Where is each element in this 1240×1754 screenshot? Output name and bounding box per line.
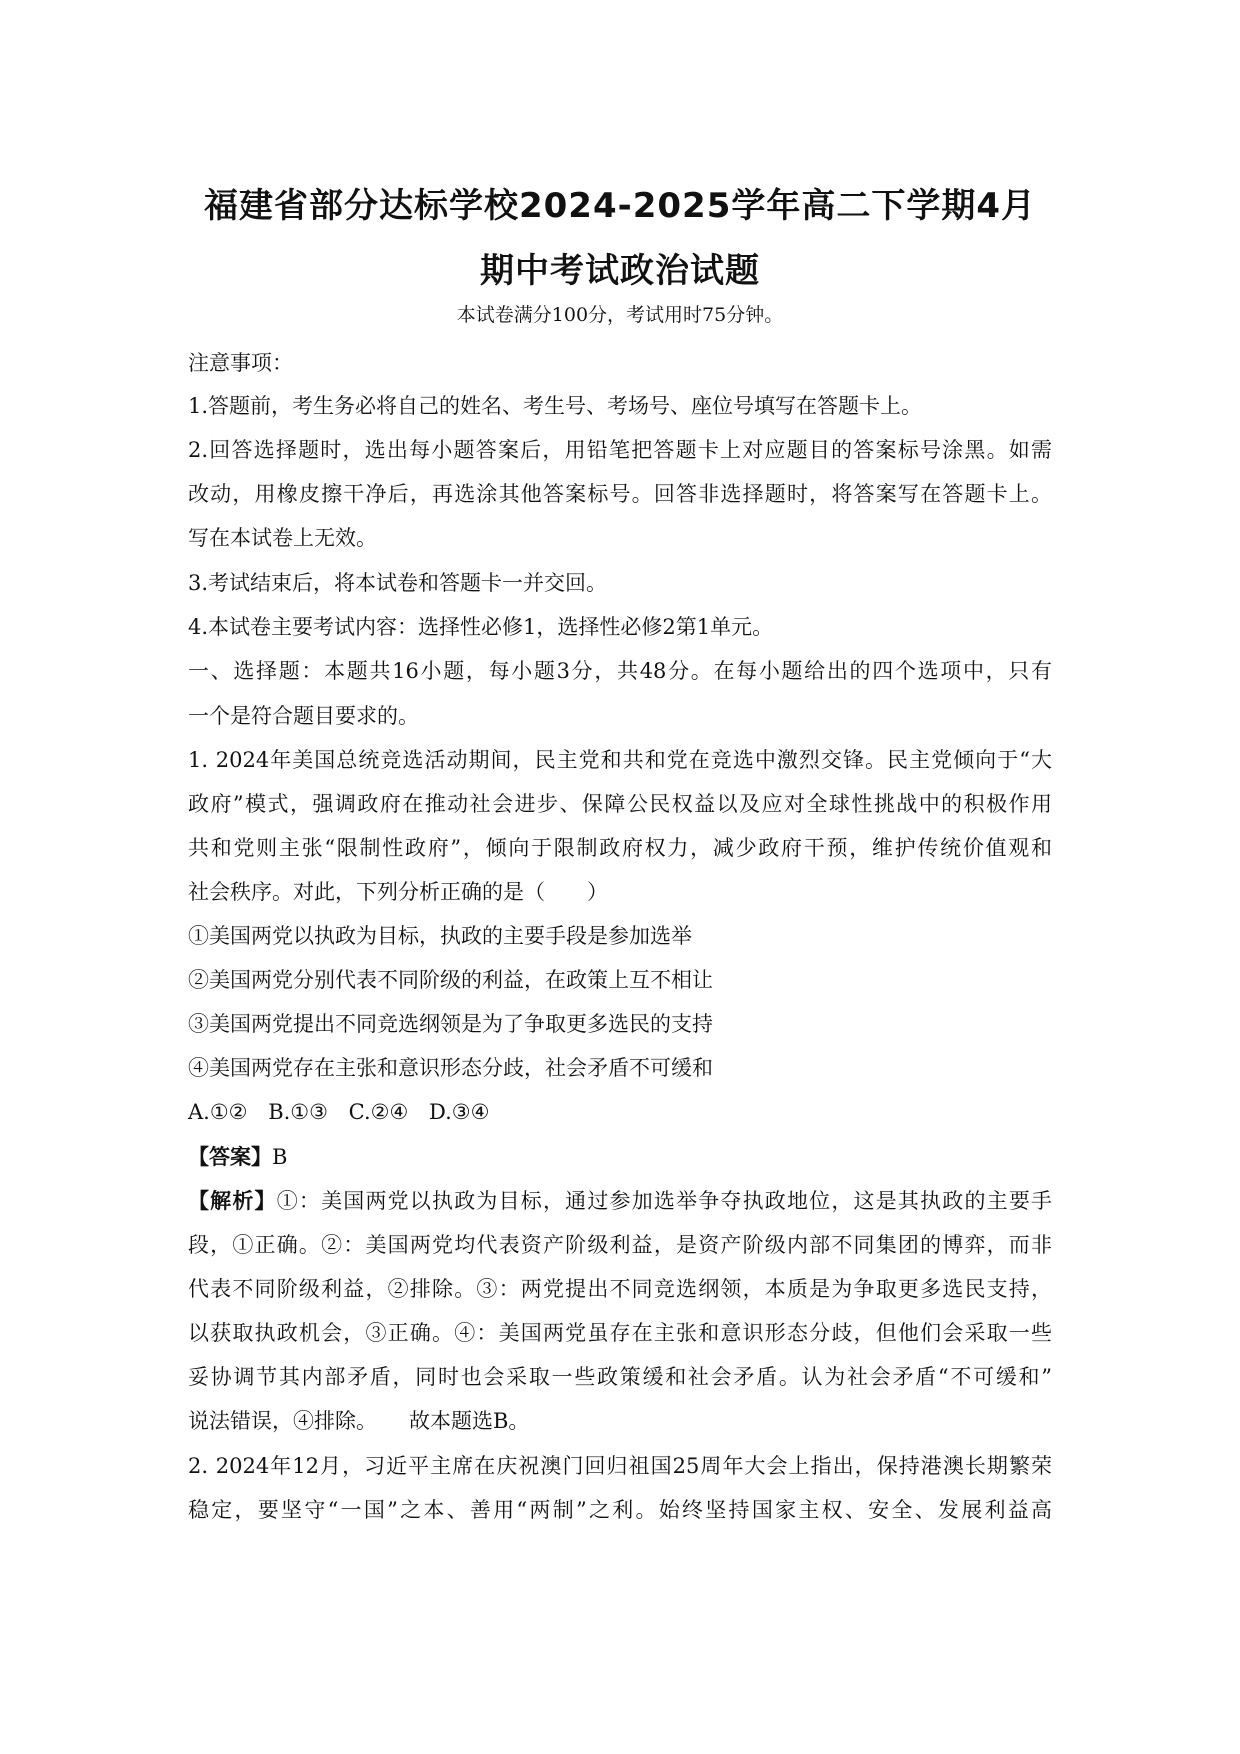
question-1-options bbox=[188, 1098, 489, 1126]
analysis-text-1: ①：美国两党以执政为目标，通过参加选举争夺执政地位，这是其执政的主要手 bbox=[276, 1189, 1053, 1213]
page-title: 福建省部分达标学校2024-2025学年高二下学期4月 bbox=[203, 186, 1037, 226]
exam-info: 本试卷满分100分，考试用时75分钟。 bbox=[456, 304, 784, 326]
question-1-analysis-line4: 以获取执政机会，③正确。④：美国两党虽存在主张和意识形态分歧，但他们会采取一些 bbox=[188, 1321, 1052, 1345]
notice-item-1: 1.答题前，考生务必将自己的姓名、考生号、考场号、座位号填写在答题卡上。 bbox=[188, 394, 923, 418]
notice-item-2-line1: 2.回答选择题时，选出每小题答案后，用铅笔把答题卡上对应题目的答案标号涂黑。如需 bbox=[188, 438, 1052, 462]
analysis-text-6a: 说法错误，④排除。 bbox=[188, 1409, 377, 1433]
question-1-analysis-line3: 代表不同阶级利益，②排除。③：两党提出不同竞选纲领，本质是为争取更多选民支持， bbox=[188, 1277, 1052, 1301]
question-2-line2: 稳定，要坚守“一国”之本、善用“两制”之利。始终坚持国家主权、安全、发展利益高 bbox=[188, 1498, 1052, 1522]
option-c: C.②④ bbox=[348, 1100, 409, 1124]
analysis-tag: 【解析】 bbox=[188, 1188, 277, 1213]
section-heading-line2: 一个是符合题目要求的。 bbox=[188, 704, 419, 728]
question-1-line1: 1. 2024年美国总统竞选活动期间，民主党和共和党在竞选中激烈交锋。民主党倾向于“大 bbox=[188, 748, 1052, 772]
answer-tag: 【答案】 bbox=[188, 1144, 272, 1169]
question-1-line2: 政府”模式，强调政府在推动社会进步、保障公民权益以及应对全球性挑战中的积极作用 bbox=[188, 792, 1052, 816]
option-b: B.①③ bbox=[268, 1100, 328, 1124]
question-1-analysis-line2: 段，①正确。②：美国两党均代表资产阶级利益，是资产阶级内部不同集团的博弈，而非 bbox=[188, 1233, 1052, 1257]
question-1-statement-3: ③美国两党提出不同竞选纲领是为了争取更多选民的支持 bbox=[188, 1012, 713, 1036]
notice-heading: 注意事项： bbox=[188, 351, 293, 375]
notice-item-2-line2: 改动，用橡皮擦干净后，再选涂其他答案标号。回答非选择题时，将答案写在答题卡上。 bbox=[188, 482, 1052, 506]
option-a: A.①② bbox=[188, 1100, 248, 1124]
question-1-analysis-line1 bbox=[188, 1187, 1052, 1215]
question-2-line1: 2. 2024年12月，习近平主席在庆祝澳门回归祖国25周年大会上指出，保持港澳长期繁荣 bbox=[188, 1454, 1052, 1478]
analysis-text-6b: 故本题选B。 bbox=[409, 1409, 530, 1433]
question-1-line4: 社会秩序。对此，下列分析正确的是（ ） bbox=[188, 880, 608, 904]
question-1-analysis-line5: 妥协调节其内部矛盾，同时也会采取一些政策缓和社会矛盾。认为社会矛盾“不可缓和” bbox=[188, 1365, 1052, 1389]
page-title-line2: 期中考试政治试题 bbox=[480, 251, 760, 291]
question-1-answer bbox=[188, 1143, 287, 1171]
question-1-statement-2: ②美国两党分别代表不同阶级的利益，在政策上互不相让 bbox=[188, 968, 713, 992]
option-d: D.③④ bbox=[428, 1100, 490, 1124]
notice-item-3: 3.考试结束后，将本试卷和答题卡一并交回。 bbox=[188, 571, 608, 595]
notice-item-2-line3: 写在本试卷上无效。 bbox=[188, 526, 377, 550]
notice-item-4: 4.本试卷主要考试内容：选择性必修1，选择性必修2第1单元。 bbox=[188, 615, 774, 639]
answer-value: B bbox=[272, 1145, 288, 1169]
question-1-statement-4: ④美国两党存在主张和意识形态分歧，社会矛盾不可缓和 bbox=[188, 1056, 713, 1080]
question-1-statement-1: ①美国两党以执政为目标，执政的主要手段是参加选举 bbox=[188, 924, 692, 948]
question-1-line3: 共和党则主张“限制性政府”，倾向于限制政府权力，减少政府干预，维护传统价值观和 bbox=[188, 836, 1052, 860]
question-1-analysis-line6 bbox=[188, 1407, 529, 1435]
section-heading-line1: 一、选择题：本题共16小题，每小题3分，共48分。在每小题给出的四个选项中，只有 bbox=[188, 659, 1052, 683]
